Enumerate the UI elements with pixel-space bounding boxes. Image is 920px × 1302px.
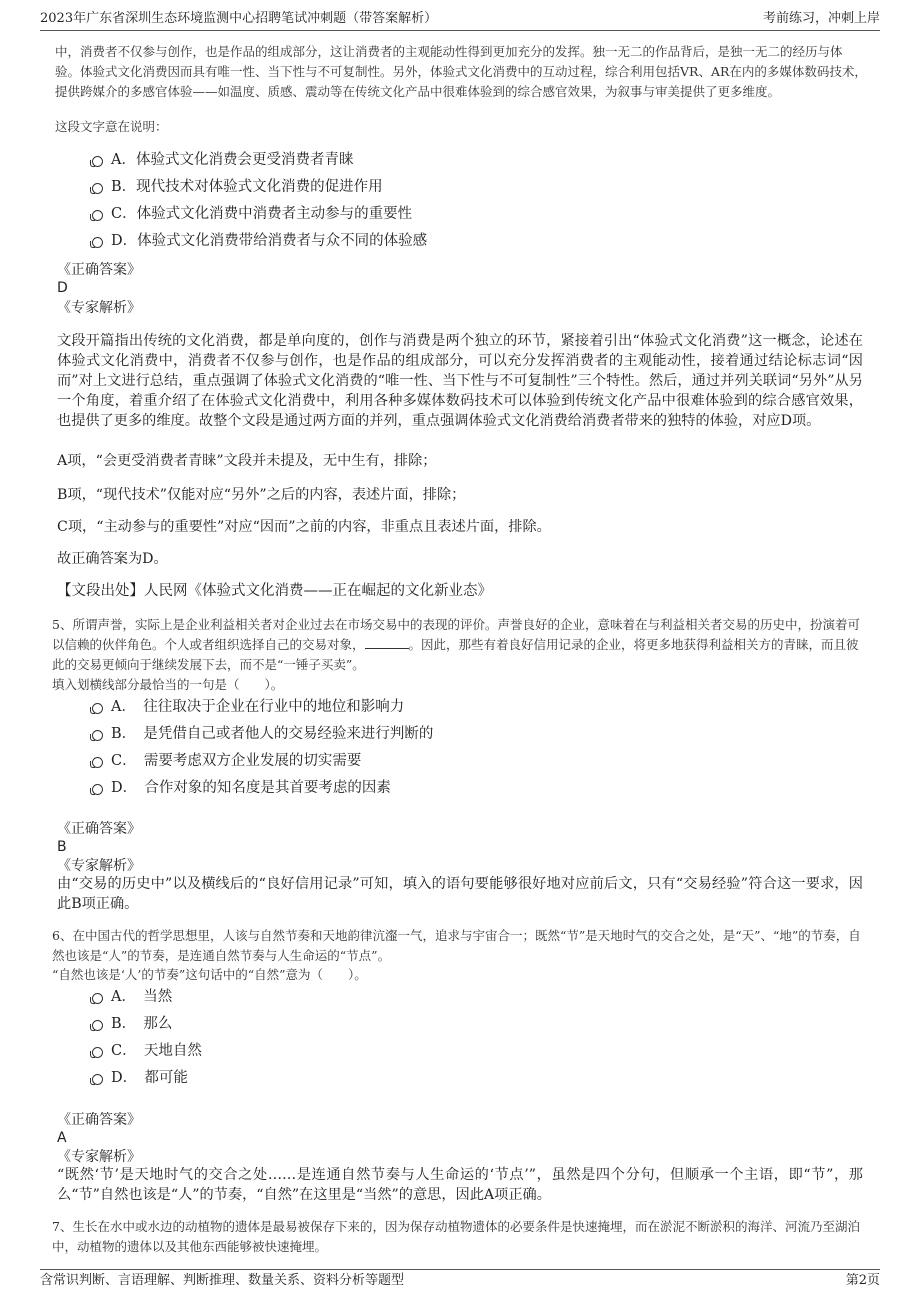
q4-answer-label: 《正确答案》 (57, 262, 141, 278)
radio-icon[interactable] (92, 1074, 103, 1085)
q6-option-b[interactable] (92, 1014, 172, 1034)
option-label: B． 那么 (111, 1016, 173, 1032)
question-4-prompt: 这段文字意在说明： (55, 119, 168, 134)
question-4-passage: 中，消费者不仅参与创作，也是作品的组成部分，这让消费者的主观能动性得到更加充分的发挥。独一无二的作品背后，是独一无二的经历与体验。体验式文化消费因而具有唯一性、当下性与不可复制性。另外，体验式文化消费中的互动过程，综合利用包括VR、AR在内的多媒体数码技术，提供跨媒介的多感官体验——如温度、质感、震动等在传统文化产品中很难体验到的综合感官效果，为叙事与审美提供了更多维度。 (55, 44, 867, 99)
q5-option-a[interactable] (92, 697, 404, 717)
q4-analysis-a: A项，“会更受消费者青睐”文段并未提及，无中生有，排除； (57, 453, 437, 469)
radio-icon[interactable] (92, 757, 103, 768)
q4-option-d[interactable] (92, 231, 427, 251)
q4-answer: D (57, 280, 68, 296)
q4-analysis-c: C项，“主动参与的重要性”对应“因而”之前的内容，非重点且表述片面，排除。 (57, 519, 551, 535)
page-header (40, 8, 880, 31)
q6-option-a[interactable] (92, 987, 172, 1007)
radio-icon[interactable] (92, 210, 103, 221)
option-label: B． 是凭借自己或者他人的交易经验来进行判断的 (111, 726, 434, 742)
question-6-prompt: “自然也该是‘人’的节奏”这句话中的“自然”意为（ ）。 (52, 967, 367, 982)
option-label: A．体验式文化消费会更受消费者青睐 (111, 152, 354, 168)
q5-option-b[interactable] (92, 724, 433, 744)
q6-option-c[interactable] (92, 1041, 202, 1061)
page-number: 第2页 (845, 1273, 880, 1288)
radio-icon[interactable] (92, 993, 103, 1004)
radio-icon[interactable] (92, 183, 103, 194)
q4-analysis-b: B项，“现代技术”仅能对应“另外”之后的内容，表述片面，排除； (57, 487, 466, 503)
option-label: D．体验式文化消费带给消费者与众不同的体验感 (111, 233, 428, 249)
q4-option-c[interactable] (92, 204, 412, 224)
radio-icon[interactable] (92, 1020, 103, 1031)
q6-answer: A (57, 1130, 67, 1146)
question-5-passage (52, 615, 868, 675)
question-6-passage: 6、在中国古代的哲学思想里，人该与自然节奏和天地韵律沆瀣一气，追求与宇宙合一；既然“节”是天地时气的交合之处，是“天”、“地”的节奏，自然也该是“人”的节奏，是连通自然节奏与人生命运的“节点”。 (52, 928, 861, 963)
radio-icon[interactable] (92, 237, 103, 248)
option-label: C．体验式文化消费中消费者主动参与的重要性 (111, 206, 413, 222)
q4-option-a[interactable] (92, 150, 353, 170)
q5-analysis: 由“交易的历史中”以及横线后的“良好信用记录”可知，填入的语句要能够很好地对应前后文，只有“交易经验”符合这一要求，因此B项正确。 (57, 876, 863, 912)
option-label: A． 当然 (111, 989, 173, 1005)
fill-blank-line (365, 636, 409, 649)
header-slogan: 考前练习，冲刺上岸 (762, 11, 880, 26)
question-5-prompt: 填入划横线部分最恰当的一句是（ ）。 (52, 677, 284, 692)
q6-analysis: “既然‘节’是天地时气的交合之处……是连通自然节奏与人生命运的‘节点’”，虽然是四个分句，但顺承一个主语，即“节”，那么“节”自然也该是“人”的节奏，“自然”在这里是“当然”的意思，因此A项正确。 (57, 1167, 863, 1203)
q5-option-c[interactable] (92, 751, 361, 771)
q4-conclusion: 故正确答案为D。 (57, 551, 168, 567)
q6-analysis-label: 《专家解析》 (57, 1149, 141, 1165)
radio-icon[interactable] (92, 703, 103, 714)
q5-option-d[interactable] (92, 778, 391, 798)
q5-answer: B (57, 839, 67, 855)
q4-option-b[interactable] (92, 177, 383, 197)
radio-icon[interactable] (92, 784, 103, 795)
option-label: B．现代技术对体验式文化消费的促进作用 (111, 179, 383, 195)
q5-passage-after: 。因此，那些有着良好信用记录的企业，将更多地获得利益相关方的青睐，而且彼此的交易更倾向于继续发展下去，而不是“一锤子买卖”。 (52, 637, 859, 672)
option-label: A． 往往取决于企业在行业中的地位和影响力 (111, 699, 405, 715)
q6-answer-label: 《正确答案》 (57, 1112, 141, 1128)
question-7-passage: 7、生长在水中或水边的动植物的遗体是最易被保存下来的，因为保存动植物遗体的必要条件是快速掩埋，而在淤泥不断淤积的海洋、河流乃至湖泊中，动植物的遗体以及其他东西能够被快速掩埋。 (52, 1219, 860, 1254)
q4-analysis: 文段开篇指出传统的文化消费，都是单向度的，创作与消费是两个独立的环节，紧接着引出“体验式文化消费”这一概念，论述在体验式文化消费中，消费者不仅参与创作，也是作品的组成部分，可以充分发挥消费者的主观能动性，接着通过结论标志词“因而”对上文进行总结，重点强调了体验式文化消费的“唯一性、当下性与不可复制性”三个特性。然后，通过并列关联词“另外”从另一个角度，着重介绍了在体验式文化消费中，利用各种多媒体数码技术可以体验到传统文化产品中很难体验到的综合感官效果，也提供了更多的维度。故整个文段是通过两方面的并列，重点强调体验式文化消费给消费者带来的独特的体验，对应D项。 (57, 333, 863, 429)
radio-icon[interactable] (92, 156, 103, 167)
q6-option-d[interactable] (92, 1068, 188, 1088)
option-label: C． 天地自然 (111, 1043, 202, 1059)
document-title: 2023年广东省深圳生态环境监测中心招聘笔试冲刺题（带答案解析） (40, 11, 438, 26)
q5-answer-label: 《正确答案》 (57, 821, 141, 837)
q4-analysis-label: 《专家解析》 (57, 300, 141, 316)
page-footer (40, 1269, 880, 1290)
radio-icon[interactable] (92, 730, 103, 741)
q5-analysis-label: 《专家解析》 (57, 858, 141, 874)
q4-source: 【文段出处】人民网《体验式文化消费——正在崛起的文化新业态》 (57, 583, 492, 599)
footer-topics: 含常识判断、言语理解、判断推理、数量关系、资料分析等题型 (40, 1273, 405, 1288)
option-label: D． 都可能 (111, 1070, 188, 1086)
option-label: C． 需要考虑双方企业发展的切实需要 (111, 753, 362, 769)
radio-icon[interactable] (92, 1047, 103, 1058)
option-label: D． 合作对象的知名度是其首要考虑的因素 (111, 780, 391, 796)
q5-passage-before: 5、所谓声誉，实际上是企业利益相关者对企业过去在市场交易中的表现的评价。声誉良好的企业，意味着在与利益相关者交易的历史中，扮演着可以信赖的伙伴角色。个人或者组织选择自己的交易对象， (52, 617, 860, 652)
